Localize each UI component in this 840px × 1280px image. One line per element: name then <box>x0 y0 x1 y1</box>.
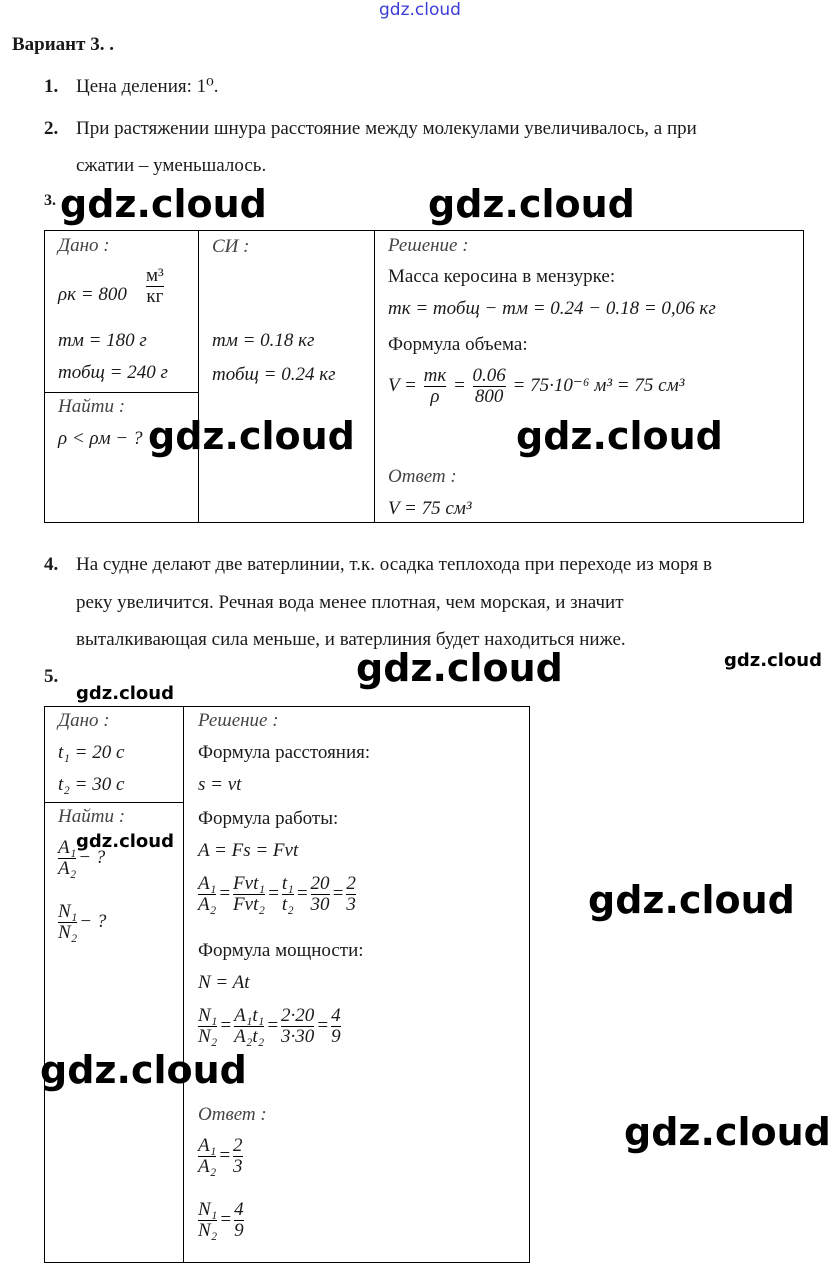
find-n-top: N₁ <box>58 901 78 922</box>
ra-f5t: 2 <box>346 873 356 894</box>
item-2-line2: сжатии – уменьшалось. <box>76 155 267 176</box>
ans-n-rb: 9 <box>234 1220 244 1241</box>
task5-t2: t₂ = 30 с <box>58 774 125 795</box>
rn-f1b: N₂ <box>198 1026 218 1047</box>
task3-divider-h <box>44 392 199 393</box>
watermark: gdz.cloud <box>624 1110 831 1154</box>
ans-n-t: N₁ <box>198 1199 218 1220</box>
item-4-number: 4. <box>44 554 59 575</box>
top-watermark: gdz.cloud <box>379 0 461 20</box>
task3-reshenie-header: Решение : <box>388 235 469 256</box>
task3-find: ρ < ρм − ? <box>58 428 143 449</box>
item-5-number: 5. <box>44 666 59 687</box>
find-a-bot: A₂ <box>58 858 77 879</box>
watermark: gdz.cloud <box>148 414 355 458</box>
variant-title: Вариант 3. . <box>12 34 114 55</box>
ra-f3b: t₂ <box>281 894 294 915</box>
watermark: gdz.cloud <box>588 878 795 922</box>
ra-f4t: 20 <box>310 873 330 894</box>
eq2-f2-top: 0.06 <box>472 365 506 386</box>
rho-unit-bottom: кг <box>146 286 164 307</box>
ra-f1t: A₁ <box>198 873 217 894</box>
rn-f2t: A₁t₁ <box>234 1005 265 1026</box>
item-4-line3: выталкивающая сила меньше, и ватерлиния будет находиться ниже. <box>76 629 626 650</box>
ra-f2t: Fvt₁ <box>233 873 265 894</box>
task3-given-mm: mм = 180 г <box>58 330 147 351</box>
task5-n-label: Формула мощности: <box>198 940 364 961</box>
watermark: gdz.cloud <box>60 182 267 226</box>
rn-f4t: 4 <box>331 1005 341 1026</box>
ra-f5b: 3 <box>346 894 356 915</box>
eq2-f1-bot: ρ <box>424 386 447 407</box>
task3-rho-unit <box>144 266 166 307</box>
task3-naiti-header: Найти : <box>58 396 126 417</box>
task5-divider-v <box>183 706 184 1263</box>
task5-a-eq: A = Fs = Fvt <box>198 840 299 861</box>
task5-n-eq: N = At <box>198 972 250 993</box>
ans-a-t: A₁ <box>198 1135 217 1156</box>
item-4-line1: На судне делают две ватерлинии, т.к. осадка теплохода при переходе из моря в <box>76 554 712 575</box>
task5-ratio-n: $\frac{\text{N₁}}{\text{N₂}}$ = $\frac{\text{A₁t₁}}{\text{A₂t₂}}$ = $\frac{2\cdot 20}{3\cdot 30}$ = $\frac{4}{9}$ <box>198 1005 341 1047</box>
task3-divider-1 <box>198 230 199 523</box>
task5-t1: t₁ = 20 с <box>58 742 125 763</box>
ra-f4b: 30 <box>310 894 330 915</box>
find-a-q: − ? <box>78 846 106 868</box>
task3-given-mobsh: mобщ = 240 г <box>58 362 168 383</box>
watermark: gdz.cloud <box>724 650 822 671</box>
rn-f3t: 2·20 <box>281 1005 315 1026</box>
task5-dano-header: Дано : <box>58 710 110 731</box>
rho-unit-top: м³ <box>146 265 164 286</box>
task3-divider-2 <box>374 230 375 523</box>
ans-n-rt: 4 <box>234 1199 244 1220</box>
task5-s-eq: s = vt <box>198 774 242 795</box>
ra-f2b: Fvt₂ <box>233 894 265 915</box>
item-1-number: 1. <box>44 76 59 97</box>
task3-sol-line1: Масса керосина в мензурке: <box>388 266 616 287</box>
task5-a-label: Формула работы: <box>198 808 339 829</box>
ra-f3t: t₁ <box>281 873 294 894</box>
task3-si-header: СИ : <box>212 236 250 257</box>
task3-answer: V = 75 см³ <box>388 498 472 519</box>
task3-given-rho: ρк = 800 <box>58 284 127 305</box>
task5-find-n <box>56 902 106 943</box>
watermark: gdz.cloud <box>76 683 174 704</box>
item-2-number: 2. <box>44 118 59 139</box>
task3-sol-line2: Формула объема: <box>388 334 528 355</box>
ans-a-rt: 2 <box>233 1135 243 1156</box>
eq2-f2-bot: 800 <box>473 386 506 407</box>
rn-f3b: 3·30 <box>281 1026 315 1047</box>
task5-answer-a: $\frac{\text{A₁}}{\text{A₂}}$ = $\frac{2}{3}$ <box>198 1135 243 1177</box>
ans-a-b: A₂ <box>198 1156 217 1177</box>
task3-sol-eq1: mк = mобщ − mм = 0.24 − 0.18 = 0,06 кг <box>388 298 716 319</box>
find-n-q: − ? <box>79 910 107 932</box>
task5-ratio-a: $\frac{\text{A₁}}{\text{A₂}}$ = $\frac{\text{Fvt₁}}{\text{Fvt₂}}$ = $\frac{\text{t₁}}{\text{t₂}}$ = $\frac{20}{30}$ = $\frac{2}{3}$ <box>198 873 356 915</box>
item-3-number: 3. <box>44 192 56 209</box>
task5-reshenie-header: Решение : <box>198 710 279 731</box>
task5-answer-n: $\frac{\text{N₁}}{\text{N₂}}$ = $\frac{4}{9}$ <box>198 1199 244 1241</box>
watermark: gdz.cloud <box>428 182 635 226</box>
rn-f1t: N₁ <box>198 1005 218 1026</box>
ra-f1b: A₂ <box>198 894 217 915</box>
task5-divider-h <box>44 802 184 803</box>
task5-s-label: Формула расстояния: <box>198 742 371 763</box>
ans-a-rb: 3 <box>233 1156 243 1177</box>
watermark: gdz.cloud <box>356 646 563 690</box>
task3-si-mm: mм = 0.18 кг <box>212 330 315 351</box>
item-2-line1: При растяжении шнура расстояние между молекулами увеличивалось, а при <box>76 118 697 139</box>
eq2-f1-top: mк <box>423 365 447 386</box>
eq2-left: V = <box>388 374 417 396</box>
rn-f2b: A₂t₂ <box>234 1026 265 1047</box>
task5-naiti-header: Найти : <box>58 806 126 827</box>
watermark: gdz.cloud <box>40 1048 247 1092</box>
ans-n-b: N₂ <box>198 1220 218 1241</box>
watermark: gdz.cloud <box>76 831 174 852</box>
task3-dano-header: Дано : <box>58 235 110 256</box>
task3-si-mobsh: mобщ = 0.24 кг <box>212 364 336 385</box>
item-1-text: Цена деления: 1⁰. <box>76 76 219 97</box>
watermark: gdz.cloud <box>516 414 723 458</box>
eq2-right: = 75·10⁻⁶ м³ = 75 см³ <box>512 374 685 396</box>
find-a-top: A₁ <box>58 837 77 858</box>
item-4-line2: реку увеличится. Речная вода менее плотная, чем морская, и значит <box>76 592 624 613</box>
task5-otvet-header: Ответ : <box>198 1104 267 1125</box>
find-n-bot: N₂ <box>58 922 78 943</box>
rn-f4b: 9 <box>331 1026 341 1047</box>
task3-otvet-header: Ответ : <box>388 466 457 487</box>
task3-sol-eq2: V = $\frac{mк}{\rho}$ = $\frac{0.06}{800}$ = 75·10⁻⁶ м³ = 75 см³ <box>388 365 685 407</box>
